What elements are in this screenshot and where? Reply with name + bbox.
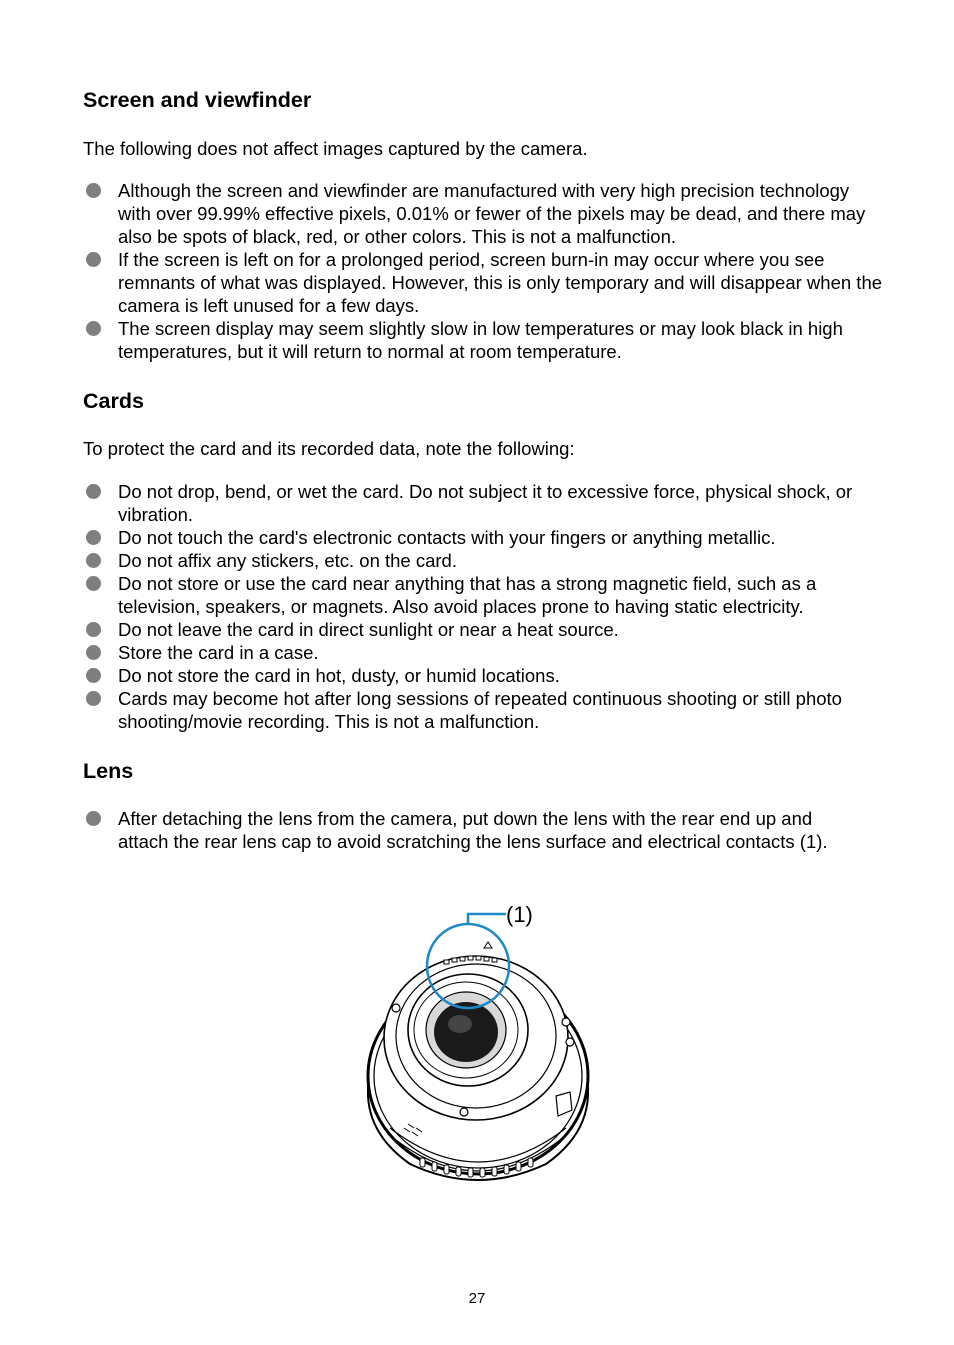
list-item-text: After detaching the lens from the camera, put down the lens with the rear end up and attach the rear lens cap to avoid scratching the lens surface and electrical contacts (1). [118, 808, 828, 852]
bullet-icon [86, 530, 101, 545]
list-item-text: Store the card in a case. [118, 642, 319, 663]
list-item-text: Do not store or use the card near anything that has a strong magnetic field, such as a television, speakers, or magnets. Also avoid places prone to having static electricity. [118, 573, 817, 617]
list-item-text: Cards may become hot after long sessions of repeated continuous shooting or still photo shooting/movie recording. This is not a malfunction. [118, 688, 842, 732]
list-item [83, 480, 883, 526]
section-intro-screen: The following does not affect images captured by the camera. [83, 138, 588, 159]
list-item [83, 248, 883, 317]
bullet-icon [86, 553, 101, 568]
bullet-icon [86, 811, 101, 826]
list-item [83, 618, 883, 641]
section-heading-screen: Screen and viewfinder [83, 88, 312, 112]
list-item-text: Do not store the card in hot, dusty, or humid locations. [118, 665, 560, 686]
bullet-icon [86, 645, 101, 660]
list-item [83, 687, 883, 733]
lens-rear-illustration [360, 896, 600, 1192]
bullet-icon [86, 668, 101, 683]
list-item [83, 641, 883, 664]
bullet-icon [86, 622, 101, 637]
list-item-text: If the screen is left on for a prolonged period, screen burn-in may occur where you see remnants of what was displayed. However, this is only temporary and will disappear when the camera is left unused for a few days. [118, 249, 883, 316]
screen-bullet-list [83, 179, 883, 363]
list-item [83, 664, 883, 687]
list-item-text: The screen display may seem slightly slow in low temperatures or may look black in high temperatures, but it will return to normal at room temperature. [118, 318, 843, 362]
bullet-icon [86, 321, 101, 336]
list-item-text: Do not affix any stickers, etc. on the card. [118, 550, 457, 571]
bullet-icon [86, 183, 101, 198]
section-intro-cards: To protect the card and its recorded data, note the following: [83, 438, 575, 459]
list-item-text: Do not drop, bend, or wet the card. Do not subject it to excessive force, physical shock, or vibration. [118, 481, 853, 525]
list-item-text: Do not touch the card's electronic contacts with your fingers or anything metallic. [118, 527, 776, 548]
list-item [83, 572, 883, 618]
cards-bullet-list [83, 480, 883, 733]
list-item [83, 317, 883, 363]
list-item [83, 526, 883, 549]
callout-label: (1) [506, 902, 533, 927]
bullet-icon [86, 691, 101, 706]
callout-leader-line [468, 914, 506, 924]
list-item [83, 807, 843, 853]
page-number: 27 [468, 1290, 486, 1307]
bullet-icon [86, 576, 101, 591]
section-heading-cards: Cards [83, 389, 144, 413]
list-item [83, 179, 883, 248]
list-item-text: Although the screen and viewfinder are manufactured with very high precision technology with over 99.99% effective pixels, 0.01% or fewer of the pixels may be dead, and there may also be spots of black, red, or other colors. This is not a malfunction. [118, 180, 866, 247]
section-heading-lens: Lens [83, 759, 134, 783]
lens-bullet-list [83, 807, 843, 853]
bullet-icon [86, 252, 101, 267]
list-item [83, 549, 883, 572]
rear-lens-element [426, 992, 506, 1068]
list-item-text: Do not leave the card in direct sunlight or near a heat source. [118, 619, 619, 640]
bullet-icon [86, 484, 101, 499]
